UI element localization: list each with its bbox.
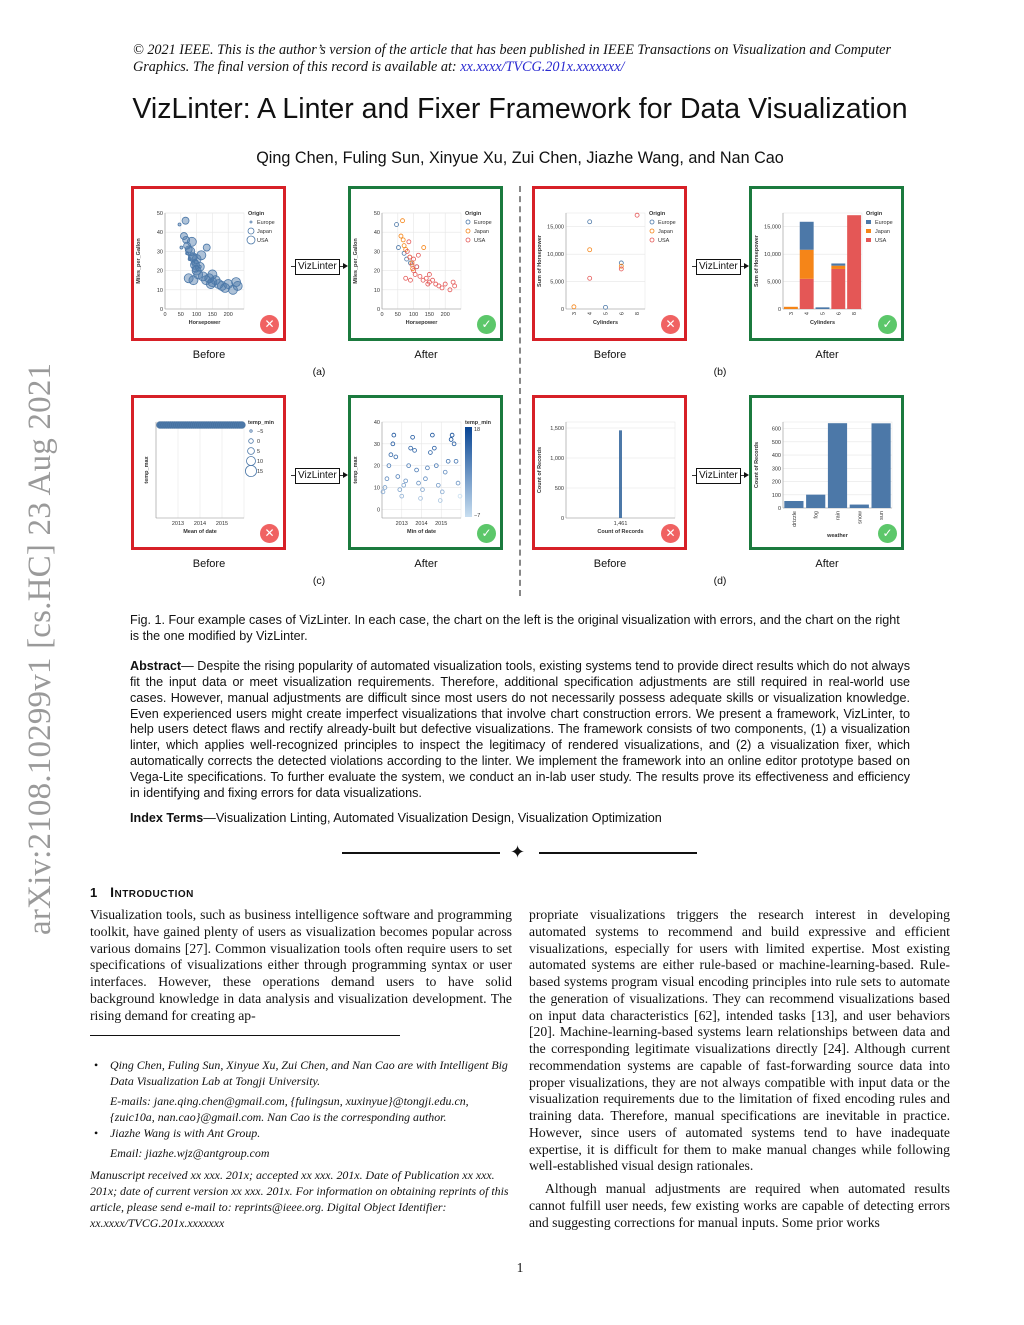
arrow-head-icon [343,263,348,269]
data-point [389,453,393,457]
section-title: Introduction [110,884,194,900]
fixed-badge-icon: ✓ [878,524,897,543]
x-tick-label: rain [835,511,842,521]
legend-label: USA [875,238,887,244]
legend-symbol [650,220,654,224]
x-tick-label: 2015 [215,521,229,527]
plot-frame [566,213,645,309]
data-point [588,220,592,224]
legend-symbol [248,448,255,455]
data-point [422,246,426,250]
section-heading [90,884,194,900]
body-column-left: Visualization tools, such as business intelligence software and programming toolkit, have gained plenty of users as visualization becomes popular across various domains [27]. Common visualization tools often require users to set specifications of visualizations either through programming syntax or user interfaces. However, these operations demand users to have solid background knowledge in data analysis and visualization development. The rising demand for creating ap- [90,907,512,1023]
y-tick-label: 1,000 [550,456,564,462]
error-badge-icon: ✕ [260,524,279,543]
data-point [203,244,210,251]
chart-svg [134,398,283,547]
vizlinter-label: VizLinter [295,259,340,275]
data-point [398,488,402,492]
bar-usa-4 [800,279,814,309]
bar-count-drizzle [784,501,803,508]
data-point [440,286,444,290]
data-point [401,238,405,242]
legend-symbol [248,228,254,234]
x-tick-label: 0 [163,312,167,318]
plot-frame [382,213,461,309]
footnote-affiliation [110,1125,515,1161]
y-tick-label: 500 [554,486,564,492]
chart-svg [134,189,283,338]
x-tick-label: 5 [820,312,827,316]
data-point [426,466,430,470]
data-point [428,451,432,455]
legend-label: USA [658,238,670,244]
data-point [454,459,458,463]
x-tick-label: 0 [380,312,384,318]
data-point [421,278,425,282]
legend-title: temp_min [465,420,491,426]
y-tick-label: 5,000 [550,279,564,286]
case-label: (d) [713,575,727,587]
error-badge-icon: ✕ [260,315,279,334]
legend-label: 10 [257,459,264,465]
case-label: (c) [312,575,326,587]
email-text: E-mails: jane.qing.chen@gmail.com, {fulingsun, xuxinyue}@tongji.edu.cn, {zuic10a, nan.cao}@gmail.com. Nan Cao is the corresponding author. [110,1094,469,1124]
error-badge-icon: ✕ [661,315,680,334]
after-label: After [815,349,839,361]
x-tick-label: 50 [394,312,401,318]
legend-symbol [466,238,470,242]
x-axis-title: Horsepower [188,320,221,326]
fixed-badge-icon: ✓ [477,524,496,543]
legend-title: temp_min [248,420,274,426]
y-tick-label: 1,500 [550,426,564,432]
y-tick-label: 500 [771,439,781,446]
data-point [635,213,639,217]
x-axis-title: Min of date [406,529,437,535]
after-label: After [815,558,839,570]
data-point [619,267,623,271]
doi-link[interactable]: xx.xxxx/TVCG.201x.xxxxxxx/ [460,59,625,75]
data-point [233,281,242,290]
legend-label: Europe [474,220,492,226]
case-divider [519,186,521,596]
legend-title: Origin [465,211,482,217]
legend-symbol [650,229,654,233]
legend-title: Origin [649,211,666,217]
data-point [407,240,411,244]
data-point [436,483,440,487]
x-tick-label: 2014 [415,521,428,527]
arxiv-watermark: arXiv:2108.10299v1 [cs.HC] 23 Aug 2021 [22,362,58,935]
y-tick-label: 5,000 [767,279,781,286]
fixed-badge-icon: ✓ [878,315,897,334]
index-terms-text: —Visualization Linting, Automated Visualization Design, Visualization Optimization [203,811,662,825]
legend-label: −5 [257,429,264,435]
x-axis-title: Mean of date [183,529,217,535]
y-tick-label: 50 [156,211,163,217]
vizlinter-label: VizLinter [295,468,340,484]
data-point [446,459,450,463]
y-tick-label: 0 [777,307,781,313]
x-tick-label: 150 [424,312,434,318]
y-tick-label: 20 [373,463,380,470]
data-point [413,448,417,452]
y-tick-label: 0 [777,506,781,512]
data-point [202,276,211,285]
footnotes [90,1057,515,1231]
y-axis-title: Count of Records [754,441,760,489]
body-paragraph: Although manual adjustments are required when automated results cannot fulfill user needs, few existing works are capable of detecting errors and suggesting corrections for manual inputs. Some prior works [529,1181,950,1230]
bar-europe-4 [800,222,814,250]
bar-count-rain [828,423,847,508]
affiliation-text: Qing Chen, Fuling Sun, Xinyue Xu, Zui Chen, and Nan Cao are with Intelligent Big Data Visualization Lab at Tongji University. [110,1058,508,1088]
x-axis-title: Count of Records [597,529,644,535]
abstract-label: Abstract [130,659,182,673]
data-point [430,433,434,437]
x-tick-label: 2013 [171,521,185,527]
x-tick-label: drizzle [791,511,798,527]
x-tick-label: 3 [571,312,578,316]
x-tick-label: sun [879,511,886,520]
data-point [418,274,422,278]
data-point [187,237,196,246]
chart-panel-d-after [749,395,904,550]
x-axis-title: Cylinders [809,320,836,326]
data-point [408,278,412,282]
bar-usa-8 [847,215,861,309]
legend-label: 0 [257,439,261,445]
legend-swatch [866,229,871,233]
x-tick-label: 2015 [435,521,448,527]
before-label: Before [593,349,627,361]
legend-label: USA [257,238,269,244]
x-tick-label: 2013 [395,521,408,527]
y-tick-label: 30 [373,441,380,448]
author-list: Qing Chen, Fuling Sun, Xinyue Xu, Zui Chen, Jiazhe Wang, and Nan Cao [256,149,784,167]
vizlinter-label: VizLinter [696,259,741,275]
data-point [450,433,454,437]
data-point [417,481,421,485]
y-tick-label: 15,000 [764,224,781,231]
footnote-affiliation [110,1057,515,1125]
x-tick-label: 100 [409,312,419,318]
data-point [419,496,423,500]
data-point [421,488,425,492]
figure-caption: Fig. 1. Four example cases of VizLinter. In each case, the chart on the left is the original visualization with errors, and the chart on the right is the one modified by VizLinter. [130,613,900,643]
after-label: After [414,558,438,570]
y-tick-label: 15,000 [547,224,564,231]
manuscript-info: Manuscript received xx xxx. 201x; accepted xx xxx. 201x. Date of Publication xx xxx. 201x; date of current version xx xxx. 201x. For information on obtaining reprints of this article, please send e-mail to: reprints@ieee.org. Digital Object Identifier: xx.xxxx/TVCG.201x.xxxxxxx [90,1168,509,1230]
data-point [443,470,447,474]
x-tick-label: 200 [440,312,450,318]
bar-japan-3 [784,307,798,309]
x-axis-title: Cylinders [592,320,619,326]
data-point [404,276,408,280]
email-text: Email: jiazhe.wjz@antgroup.com [110,1146,270,1160]
data-point [180,246,183,249]
legend-symbol [650,238,654,242]
x-tick-label: 4 [587,312,594,316]
chart-svg [535,189,684,338]
data-point [588,248,592,252]
bar-count-snow [850,505,869,508]
data-point [180,233,187,240]
data-point [399,234,403,238]
before-label: Before [192,349,226,361]
legend-gradient [465,427,472,517]
body-column-right [529,907,950,1231]
y-tick-label: 10 [373,287,380,294]
case-label: (b) [713,366,727,378]
y-tick-label: 200 [771,479,781,486]
body-paragraph: propriate visualizations triggers the research interest in developing automated systems to recommend and build expressive and efficient visualizations, especially for users with limited expertise. Most existing automated systems are either rule-based or machine-learning-based. Rule-based systems program visual encoding principles into rule sets to automate the generation of visualizations. They can recommend visualizations based on input data characteristics [62], intended tasks [13], and user behaviors [20]. Machine-learning-based systems learn relationships between data and the corresponding legitimate visualizations directly [24]. Although current recommendation systems are capable of fast-forwarding source data into proper visualizations, they are not always compatible with input data or the visualization requirements due to the limitation of fixed encoding rules and training data. Therefore, manual specifications are inevitable in practice. However, since users of automated systems tend to have inadequate expertise, it is difficult for them to make manual changes while following well-established visual design rationales. [529,907,950,1174]
data-point [402,483,406,487]
legend-label: Japan [474,229,489,235]
y-tick-label: 10,000 [547,252,564,259]
x-tick-label: 6 [619,312,626,316]
legend-label: USA [474,238,486,244]
data-point [424,477,428,481]
bar-usa-6 [831,269,845,309]
legend-label: Europe [658,220,676,226]
bar-count-1,461 [619,430,622,518]
bar-count-fog [806,495,825,508]
separator-right [539,852,697,854]
chart-panel-b-before [532,186,687,341]
affiliation-text: Jiazhe Wang is with Ant Group. [110,1126,261,1140]
chart-svg [535,398,684,547]
data-point [409,446,413,450]
y-tick-label: 0 [376,307,380,313]
data-point [182,217,189,224]
y-axis-title: temp_max [144,456,150,484]
legend-symbol [466,220,470,224]
legend-swatch [866,238,871,242]
chart-svg [351,398,500,547]
data-point [416,253,420,257]
data-point [186,247,195,256]
separator-left [342,852,500,854]
chart-panel-a-after [348,186,503,341]
legend-label: Europe [257,220,275,226]
abstract [130,659,910,802]
y-tick-label: 40 [156,230,163,237]
y-tick-label: 50 [373,211,380,217]
x-tick-label: fog [813,511,820,519]
data-point [456,481,460,485]
data-point [572,305,576,309]
case-label: (a) [312,366,326,378]
legend-symbol [466,229,470,233]
legend-symbol [245,465,256,476]
data-point [189,276,198,285]
legend-label: Japan [875,229,890,235]
y-tick-label: 0 [376,507,380,514]
x-axis-title: weather [827,533,848,539]
arrow-head-icon [744,472,749,478]
chart-panel-c-before [131,395,286,550]
after-label: After [414,349,438,361]
y-tick-label: 10 [373,485,380,492]
chart-svg [351,189,500,338]
data-point [396,246,400,250]
separator-diamond-icon: ✦ [510,842,526,862]
legend-symbol [250,221,252,223]
copyright-notice [133,42,923,76]
index-terms [130,810,910,826]
data-point [451,280,455,284]
legend-symbol [250,430,252,432]
data-point [392,433,396,437]
before-label: Before [192,558,226,570]
abstract-text: — Despite the rising popularity of automated visualization tools, existing systems tend to provide direct results which do not always fit the input data or meet visualization requirements. Therefore, additional specification adjustments are still required in real-world use cases. However, manual adjustments are difficult since most users do not necessarily possess adequate skills or visualization knowledge. Even experienced users might create imperfect visualizations that involve chart construction errors. We present a framework, VizLinter, to help users detect flaws and rectify already-built but defective visualizations. The framework consists of two components, (1) a visualization linter, which applies well-recognized principles to inspect the legitimacy of rendered visualizations, and (2) a visualization fixer, which automatically corrects the detected violations according to the linter. We implement the framework into an online editor prototype based on Vega-Lite specifications. To further evaluate the system, we conduct an in-lab user study. The results prove its effectiveness and efficiency in identifying and fixing errors for data visualizations. [130,659,910,800]
data-point [449,438,453,442]
data-point [453,284,457,288]
x-tick-label: snow [857,511,864,524]
y-tick-label: 20 [373,268,380,275]
x-tick-label: 2014 [193,521,207,527]
bar-europe-6 [831,263,845,265]
y-tick-label: 400 [771,453,781,460]
x-tick-label: 50 [177,312,184,318]
legend-swatch [866,220,871,224]
footnote-rule [90,1035,400,1036]
x-tick-label: 150 [207,312,217,318]
chart-panel-a-before [131,186,286,341]
y-tick-label: 30 [156,249,163,256]
error-badge-icon: ✕ [661,524,680,543]
x-tick-label: 200 [223,312,233,318]
y-tick-label: 100 [771,492,781,499]
legend-max-label: 18 [474,427,481,433]
legend-symbol [247,236,255,244]
fixed-badge-icon: ✓ [477,315,496,334]
vizlinter-label: VizLinter [696,468,741,484]
legend-label: Europe [875,220,893,226]
x-tick-label: 5 [603,312,610,316]
x-tick-label: 3 [788,312,795,316]
legend-symbol [247,457,256,466]
y-tick-label: 30 [373,249,380,256]
data-point [401,219,405,223]
y-tick-label: 40 [373,420,380,426]
y-tick-label: 10 [156,287,163,294]
legend-min-label: −7 [474,513,481,519]
legend-label: Japan [658,229,673,235]
data-point [431,278,435,282]
data-point [408,255,412,259]
legend-label: Japan [257,229,272,235]
x-tick-label: 8 [852,312,859,316]
before-label: Before [593,558,627,570]
y-tick-label: 20 [156,268,163,275]
paper-title: VizLinter: A Linter and Fixer Framework for Data Visualization [132,93,908,125]
y-axis-title: Count of Records [537,446,543,494]
x-tick-label: 8 [635,312,642,316]
chart-panel-b-after [749,186,904,341]
arrow-head-icon [744,263,749,269]
y-axis-title: Sum of Horsepower [754,235,760,287]
chart-svg [752,398,901,547]
x-tick-label: 4 [804,312,811,316]
x-axis-title: Horsepower [405,320,438,326]
data-point [402,244,406,248]
arrow-head-icon [343,472,348,478]
copyright-text: © 2021 IEEE. This is the author’s version of the article that has been published in IEEE Transactions on Visualization and Computer Graphics. The final version of this record is available at: [133,42,891,75]
y-tick-label: 10,000 [764,252,781,259]
data-point [415,265,419,269]
bar-japan-4 [800,250,814,279]
legend-symbol [249,439,254,444]
data-point [432,446,436,450]
legend-title: Origin [866,211,883,217]
data-point [458,494,462,498]
y-tick-label: 0 [560,307,564,313]
x-tick-label: 1,461 [613,521,628,527]
data-point [404,479,408,483]
bar-count-sun [872,423,891,508]
bar-japan-6 [831,266,845,269]
chart-panel-d-before [532,395,687,550]
data-point [385,477,389,481]
x-tick-label: 100 [192,312,202,318]
y-tick-label: 0 [159,307,163,313]
data-point [197,251,206,260]
y-tick-label: 600 [771,426,781,433]
data-point [588,276,592,280]
chart-panel-c-after [348,395,503,550]
y-axis-title: Miles_per_Gallon [136,238,142,284]
data-point [411,435,415,439]
data-point [440,490,444,494]
chart-svg [752,189,901,338]
index-terms-label: Index Terms [130,811,204,825]
legend-label: 15 [257,469,264,475]
section-number: 1 [90,885,98,900]
y-axis-title: temp_max [353,456,359,484]
x-tick-label: 6 [836,312,843,316]
data-point [415,468,419,472]
y-tick-label: 40 [373,230,380,237]
y-tick-label: 300 [771,466,781,473]
y-tick-label: 0 [560,516,564,522]
data-point [396,475,400,479]
y-axis-title: Miles_per_Gallon [353,238,359,284]
data-point [238,422,245,429]
data-point [178,223,181,226]
legend-title: Origin [248,211,265,217]
page-number: 1 [516,1260,524,1275]
y-axis-title: Sum of Horsepower [537,235,543,287]
bar-europe-5 [816,307,830,309]
data-point [394,455,398,459]
legend-label: 5 [257,449,261,455]
data-point [381,490,385,494]
data-point [438,499,442,503]
